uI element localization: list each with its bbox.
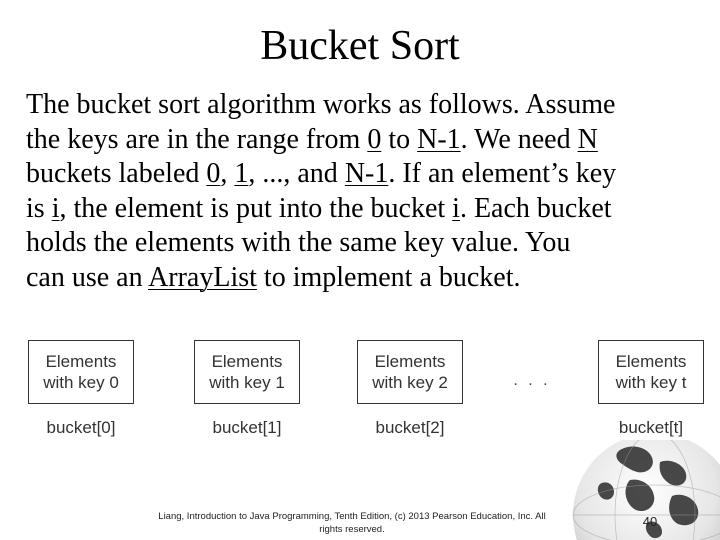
body-line xyxy=(26,123,716,158)
bucket-ellipsis: . . . xyxy=(513,372,551,389)
underlined-term: i xyxy=(452,192,460,224)
body-text-segment: . Each bucket xyxy=(459,192,612,224)
body-text-segment: can use an xyxy=(26,261,149,293)
body-text-segment: to xyxy=(381,123,418,155)
body-text-segment: is xyxy=(26,192,52,224)
slide-title: Bucket Sort xyxy=(260,23,460,69)
bucket-label-1: bucket[1] xyxy=(212,418,282,437)
bucket-box-line2: with key 0 xyxy=(43,373,119,392)
bucket-box-2 xyxy=(357,340,463,404)
underlined-term: N-1 xyxy=(344,158,389,189)
bucket-box-line1: Elements xyxy=(211,352,283,371)
footer-line1: Liang, Introduction to Java Programming, Tenth Edition, (c) 2013 Pearson Education, Inc. All xyxy=(158,511,546,522)
slide-body-text xyxy=(26,88,716,295)
underlined-term: i xyxy=(51,192,60,224)
bucket-box-line2: with key 1 xyxy=(209,373,285,392)
bucket-box-0 xyxy=(28,340,134,404)
bucket-box-1 xyxy=(194,340,300,404)
body-line xyxy=(26,88,716,123)
bucket-box-line2: with key t xyxy=(615,373,687,392)
underlined-term: N xyxy=(577,123,598,155)
bucket-label-0: bucket[0] xyxy=(46,418,116,437)
body-text-segment: , ..., and xyxy=(248,158,345,189)
body-text-segment: , the element is put into the bucket xyxy=(59,192,453,224)
bucket-label-t: bucket[t] xyxy=(618,418,684,437)
bucket-box-line2: with key 2 xyxy=(372,373,448,392)
body-line xyxy=(26,157,716,192)
bucket-box-t xyxy=(598,340,704,404)
body-line xyxy=(26,192,716,227)
body-text-segment: holds the elements with the same key value. You xyxy=(26,227,571,258)
bucket-label-2: bucket[2] xyxy=(375,418,445,437)
underlined-term: 1 xyxy=(234,158,249,189)
body-line xyxy=(26,226,716,261)
underlined-term: ArrayList xyxy=(148,261,257,293)
bucket-box-line1: Elements xyxy=(45,352,117,371)
page-number: 40 xyxy=(642,514,658,529)
body-line xyxy=(26,261,716,296)
underlined-term: 0 xyxy=(206,158,221,189)
body-text-segment: . We need xyxy=(460,123,578,155)
bucket-box-line1: Elements xyxy=(374,352,446,371)
bucket-box-line1: Elements xyxy=(615,352,687,371)
body-text-segment: . If an element’s key xyxy=(388,158,617,189)
body-text-segment: the keys are in the range from xyxy=(26,123,368,155)
body-text-segment: , xyxy=(220,158,235,189)
footer-copyright xyxy=(140,510,564,536)
body-text-segment: to implement a bucket. xyxy=(256,261,521,293)
footer-line2: rights reserved. xyxy=(319,524,385,535)
body-text-segment: buckets labeled xyxy=(26,158,207,189)
body-text-segment: The bucket sort algorithm works as follows. Assume xyxy=(26,89,616,120)
underlined-term: 0 xyxy=(367,123,382,155)
underlined-term: N-1 xyxy=(417,123,461,155)
